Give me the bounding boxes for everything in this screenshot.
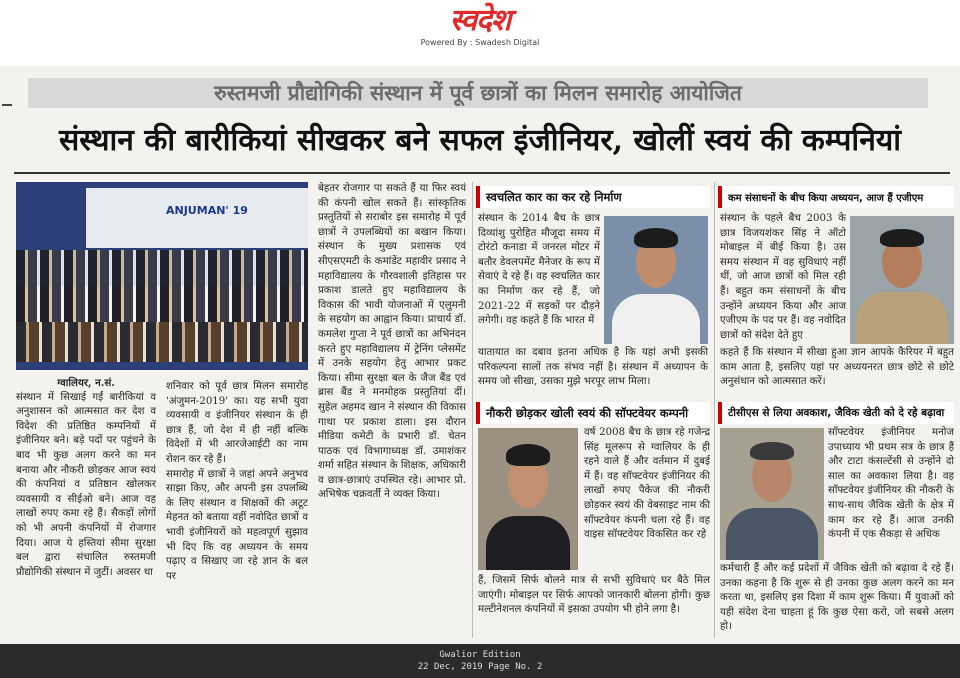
column-3-text: बेहतर रोजगार पा सकते हैं या फिर स्वयं की कंपनी खोल सकते हैं। सांस्कृतिक प्रस्तुतियों से सराबोर इस समारोह में पूर्व छात्रों ने उपलब्धियों का बखान किया। संस्थान के मुख्य प्रशासक एवं सीएसएमटी के कमांडेंट महावीर प्रसाद ने महाविद्यालय के गौरवशाली इतिहास पर प्रकाश डालते हुए महाविद्यालय के विकास की भावी योजनाओं में एलुमनी के सहयोग का आह्वान किया। प्राचार्य डॉ. कमलेश गुप्ता ने पूर्व छात्रों का अभिनंदन करते हुए महाविद्यालय में ट्रेनिंग प्लेसमेंट में उनके सहयोग हेतु आभार प्रकट किया। सीमा सुरक्षा बल के जैज बैंड एवं ब्रास बैंड ने मनमोहक प्रस्तुतियां दीं। सुहेल अहमद खान ने संस्थान की विकास गाथा पर प्रकाश डाला। इस दौरान मीडिया कमेटी के प्रभारी डॉ. चेतन पाठक एवं विभागाध्यक्ष डॉ. उमाशंकर शर्मा सहित संस्थान के शिक्षक, अधिकारी व छात्र-छात्राएं उपस्थित रहे। आभार प्रो. अभिषेक चक्रवर्ती ने व्यक्त किया। xyxy=(318,183,466,501)
swadesh-logo[interactable]: स्वदेश xyxy=(449,3,511,38)
portrait-hair xyxy=(634,228,678,248)
crowd-front-row xyxy=(16,322,308,362)
panel-4-title: टीसीएस से लिया अवकाश, जैविक खेती को दे रहे बढ़ावा xyxy=(718,402,954,424)
portrait-hair xyxy=(880,229,924,247)
column-2-text: शनिवार को पूर्व छात्र मिलन समारोह 'अंजुमन-2019' का। यह सभी युवा व्यवसायी व इंजीनियर संस्थान के ही छात्र हैं, जो देश में ही नहीं बल्कि विदेशों में भी आरजेआईटी का नाम रोशन कर रहे हैं। समारोह में छात्रों ने जहां अपने अनुभव साझा किए, और अपनी इस उपलब्धि के लिए संस्थान व शिक्षकों की अटूट मेहनत को बताया वहीं नवोदित छात्रों व भावी इंजीनियरों को महत्वपूर्ण सुझाव भी दिए कि वह अध्ययन के समय पढ़ाए व सिखाए जा रहे ज्ञान के बल पर xyxy=(166,381,308,582)
panel-divider xyxy=(714,182,715,638)
crowd-back-row xyxy=(16,250,308,290)
panel-2-title: कम संसाधनों के बीच किया अध्ययन, आज हैं एजीएम xyxy=(718,186,954,208)
edition-date-page: 22 Dec, 2019 Page No. 2 xyxy=(417,662,543,672)
main-headline: संस्थान की बारीकियां सीखकर बने सफल इंजीनियर, खोलीं स्वयं की कम्पनियां xyxy=(58,123,902,158)
panel-3-title: नौकरी छोड़कर खोली स्वयं की सॉफ्टवेयर कम्पनी xyxy=(476,402,710,424)
photo-banner-text: ANJUMAN' 19 xyxy=(166,204,248,217)
portrait-divyanshu-purohit xyxy=(604,216,708,344)
masthead xyxy=(0,0,960,66)
portrait-torso xyxy=(726,508,818,560)
article-column-2 xyxy=(166,380,308,638)
subheadline-band xyxy=(28,78,928,108)
crowd-middle-row xyxy=(16,286,308,326)
portrait-gajendra-singh xyxy=(478,428,578,570)
stage-backdrop xyxy=(86,188,308,248)
panel-4-side-text: सॉफ्टवेयर इंजीनियर मनोज उपाध्याय भी प्रथम सत्र के छात्र हैं और टाटा कंसल्टेंसी से उन्होंने दो साल का अवकाश लिया है। वह सॉफ्टवेयर इंजीनियर की नौकरी के साथ-साथ जैविक खेती के क्षेत्र में काम कर रहे हैं। आज उनकी कंपनी में एक सैकड़ा से अधिक xyxy=(828,427,954,541)
column-divider xyxy=(472,182,473,638)
edition-footer xyxy=(0,644,960,678)
portrait-torso xyxy=(856,292,948,344)
panel-1-title: स्वचलित कार का कर रहे निर्माण xyxy=(476,186,710,208)
group-photo xyxy=(16,182,308,370)
panel-1-bottom-text: यातायात का दबाव इतना अधिक है कि यहां अभी इसकी परिकल्पना सालों तक संभव नहीं है। संस्थान में अध्यापन के समय जो सीखा, उसका मुझे भरपूर लाभ मिला। xyxy=(478,347,708,388)
column-1-text: संस्थान में सिखाई गईं बारीकियां व अनुशासन को आत्मसात कर देश व विदेश की प्रतिष्ठित कम्पनियों में इंजीनियर बने। बड़े पदों पर पहुंचने के बाद भी कुछ अलग करने का मन बनाया और नौकरी छोड़कर आज स्वयं की कंपनियां व प्रतिष्ठान खोलकर व्यवसायी व सीईओ बने। आज वह लाखों रुपए कमा रहे हैं। सैकड़ों लोगों को भी अपनी कंपनियों में रोजगार दिया। आज ये हस्तियां सीमा सुरक्षा बल द्वारा संचालित रुस्तमजी प्रौद्योगिकी संस्थान में जुटीं। अवसर था xyxy=(16,391,156,578)
portrait-hair xyxy=(506,444,550,466)
article-column-1 xyxy=(16,376,156,638)
panel-3-side-text: वर्ष 2008 बैच के छात्र रहे गजेन्द्र सिंह मूलरूप से ग्वालियर के ही रहने वाले हैं और वर्तमान में दुबई में हैं। वह सॉफ्टवेयर इंजीनियर की लाखों रुपए पैकेज की नौकरी छोड़कर स्वयं की वेबसाइट नाम की सॉफ्टवेयर कंपनी चला रहे हैं। वह वाइस सॉफ्टवेयर विकसित कर रहे xyxy=(584,427,710,541)
portrait-vijayshankar-singh xyxy=(850,216,954,344)
edition-name: Gwalior Edition xyxy=(439,650,521,660)
dateline: ग्वालियर, न.सं. xyxy=(57,377,115,389)
headline-rule xyxy=(14,172,950,174)
powered-by-text: Powered By : Swadesh Digital xyxy=(420,38,540,47)
portrait-torso xyxy=(612,294,700,344)
portrait-torso xyxy=(486,516,570,570)
portrait-hair xyxy=(750,442,794,460)
panel-4-bottom-text: कर्मचारी हैं और कई प्रदेशों में जैविक खेती को बढ़ावा दे रहे हैं। उनका कहना है कि शुरू से ही उनका कुछ अलग करने का मन करता था, इसलिए इस दिशा में काम शुरू किया। मैं युवाओं को यही संदेश देना चाहता हूं कि कुछ ऐसा करो, जो सबसे अलग हो। xyxy=(720,563,954,633)
article-column-3 xyxy=(318,182,466,638)
panel-3-bottom-text: हैं, जिसमें सिर्फ बोलने मात्र से सभी सुविधाएं घर बैठे मिल जाएंगी। मोबाइल पर सिर्फ आपको जानकारी बोलना होगी। कुछ मल्टीनेशनल कंपनियों में इसका उपयोग भी होने लगा है। xyxy=(478,575,710,616)
page-marker xyxy=(2,104,12,106)
subheadline: रुस्तमजी प्रौद्योगिकी संस्थान में पूर्व छात्रों का मिलन समारोह आयोजित xyxy=(214,80,742,105)
panel-1-side-text: संस्थान के 2014 बैच के छात्र दिव्यांशु पुरोहित मौजूदा समय में टोरंटो कनाडा में जनरल मोटर में बतौर डेवलपमेंट मैनेजर के रूप में सेवाएं दे रहे हैं। वह स्वचलित कार का निर्माण कर रहे हैं, जो 2021-22 में सड़कों पर दौड़ने लगेगी। वह कहते हैं कि भारत में xyxy=(478,213,600,327)
portrait-manoj-upadhyay xyxy=(720,428,824,560)
panel-2-bottom-text: कहते हैं कि संस्थान में सीखा हुआ ज्ञान आपके कैरियर में बहुत काम आता है, इसलिए यहां पर अध्ययनरत छात्र छोटे से छोटे अनुसंधान को आत्मसात करें। xyxy=(720,347,954,388)
panel-2-side-text: संस्थान के पहले बैच 2003 के छात्र विजयशंकर सिंह ने ऑटो मोबाइल में बीई किया है। उस समय संस्थान में वह सुविधाएं नहीं थीं, जो आज छात्रों को मिल रही हैं। बहुत कम संसाधनों के बीच उन्होंने अध्ययन किया और आज एजीएम के पद पर हैं। वह नवोदित छात्रों को संदेश देते हुए xyxy=(720,213,846,341)
